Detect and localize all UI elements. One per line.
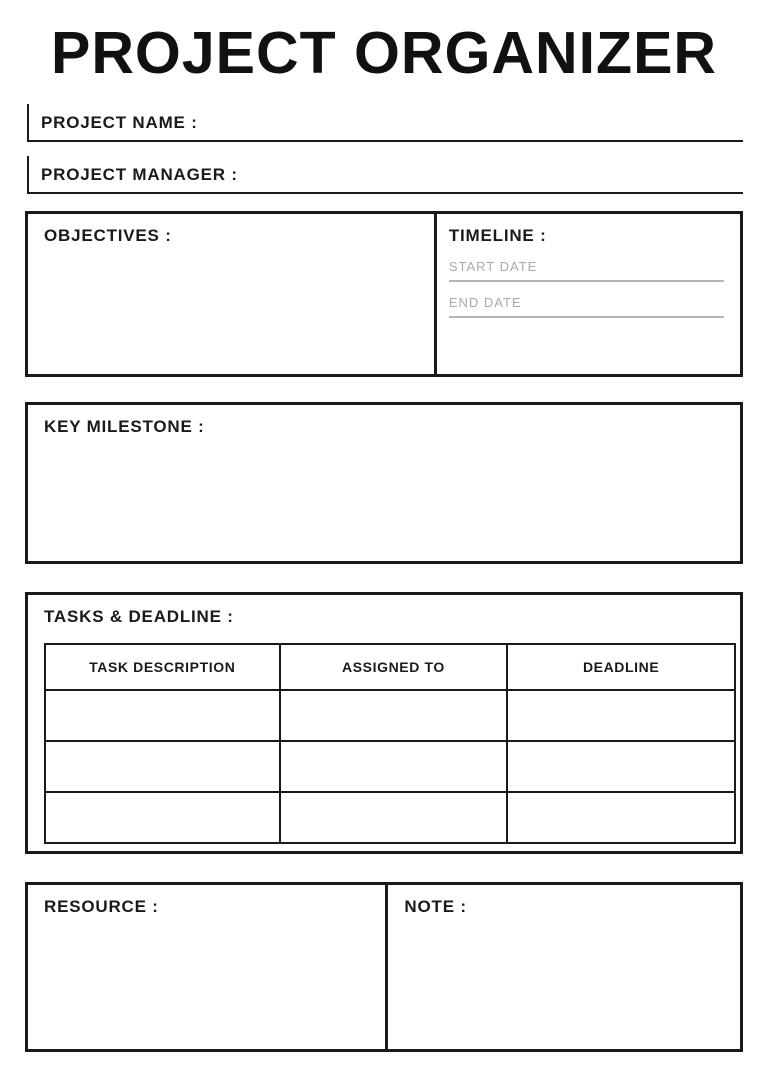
- resource-label: RESOURCE :: [44, 897, 159, 916]
- end-date-input[interactable]: END DATE: [449, 295, 724, 318]
- task-cell[interactable]: [45, 690, 280, 741]
- task-description-header: TASK DESCRIPTION: [45, 644, 280, 690]
- task-cell[interactable]: [507, 741, 735, 792]
- tasks-table-row: [45, 690, 735, 741]
- key-milestone-label: KEY MILESTONE :: [44, 417, 205, 436]
- project-name-input[interactable]: [198, 104, 743, 133]
- objectives-box[interactable]: [28, 214, 434, 374]
- task-cell[interactable]: [280, 690, 508, 741]
- start-date-input[interactable]: START DATE: [449, 259, 724, 282]
- note-label: NOTE :: [404, 897, 467, 916]
- page-title: PROJECT ORGANIZER: [50, 20, 718, 86]
- tasks-table: [44, 643, 736, 844]
- resource-note-section: [25, 882, 743, 1052]
- assigned-to-header: ASSIGNED TO: [280, 644, 508, 690]
- tasks-deadline-box: [25, 592, 743, 854]
- resource-box[interactable]: [28, 885, 385, 1049]
- project-name-label: PROJECT NAME :: [41, 113, 198, 132]
- timeline-box: [434, 214, 740, 374]
- objectives-timeline-section: [25, 211, 743, 377]
- tasks-table-row: [45, 792, 735, 843]
- note-box[interactable]: [385, 885, 740, 1049]
- objectives-label: OBJECTIVES :: [44, 226, 172, 245]
- project-name-field[interactable]: [27, 104, 743, 142]
- tasks-deadline-label: TASKS & DEADLINE :: [44, 607, 234, 626]
- project-manager-input[interactable]: [238, 156, 743, 185]
- key-milestone-box[interactable]: [25, 402, 743, 564]
- timeline-label: TIMELINE :: [448, 226, 547, 245]
- task-cell[interactable]: [45, 792, 280, 843]
- deadline-header: DEADLINE: [507, 644, 735, 690]
- tasks-table-header-row: [45, 644, 735, 690]
- task-cell[interactable]: [507, 690, 735, 741]
- task-cell[interactable]: [45, 741, 280, 792]
- task-cell[interactable]: [507, 792, 735, 843]
- task-cell[interactable]: [280, 741, 508, 792]
- project-manager-label: PROJECT MANAGER :: [41, 165, 238, 184]
- project-manager-field[interactable]: [27, 156, 743, 194]
- project-organizer-page: [25, 0, 743, 1052]
- tasks-table-row: [45, 741, 735, 792]
- task-cell[interactable]: [280, 792, 508, 843]
